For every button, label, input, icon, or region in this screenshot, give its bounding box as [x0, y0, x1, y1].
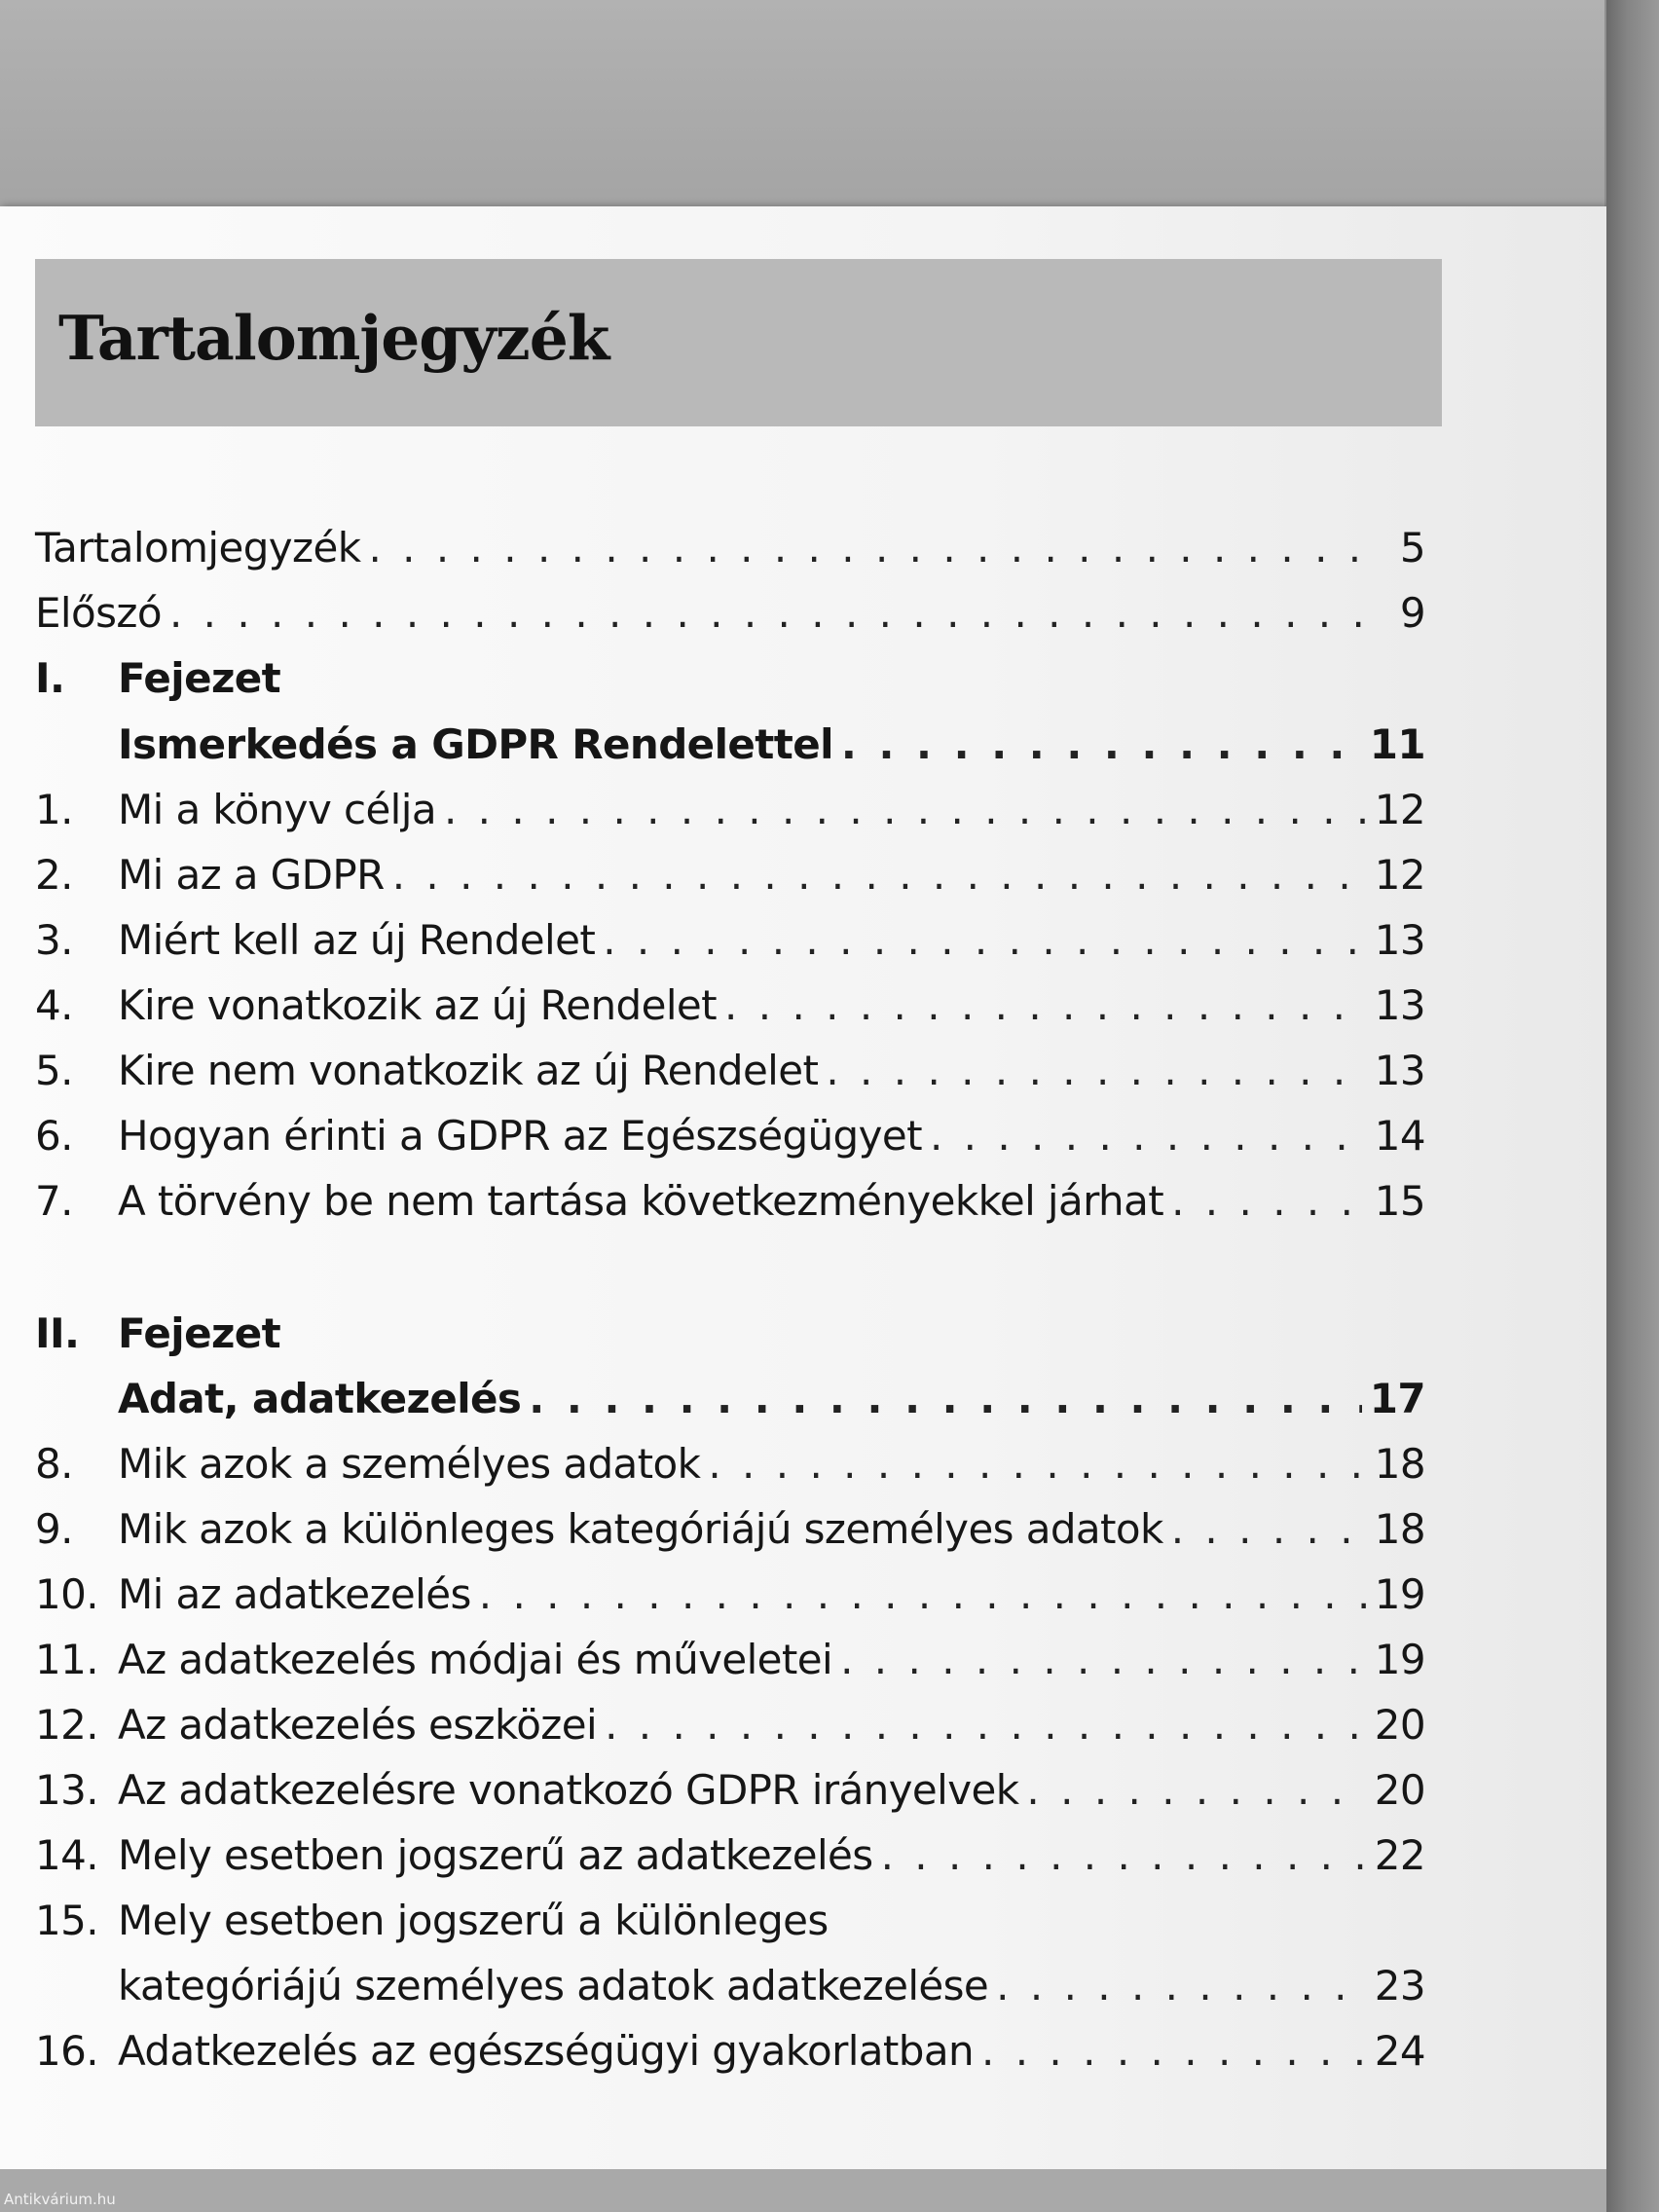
toc-entry-text: Az adatkezelés eszközei	[118, 1701, 598, 1749]
page-title: Tartalomjegyzék	[58, 302, 609, 374]
toc-entry	[35, 846, 1425, 904]
chapter-heading	[35, 1305, 1425, 1363]
toc-entry-text: Mik azok a személyes adatok	[118, 1440, 701, 1488]
leader-dots	[708, 1435, 1366, 1493]
toc-entry-number: 5.	[35, 1047, 73, 1094]
toc-entry-text: Mely esetben jogszerű az adatkezelés	[118, 1831, 873, 1879]
chapter-heading	[35, 649, 1425, 708]
leader-dots	[841, 716, 1362, 774]
toc-entry-page: 18	[1374, 1505, 1425, 1553]
toc-entry-text: kategóriájú személyes adatok adatkezelése	[118, 1962, 989, 2009]
toc-entry-number: 2.	[35, 851, 73, 899]
leader-dots	[930, 1107, 1367, 1165]
toc-entry-number: 13.	[35, 1766, 98, 1814]
toc-entry	[35, 584, 1425, 643]
toc-entry	[35, 1500, 1425, 1559]
toc-entry-page: 15	[1374, 1177, 1425, 1225]
toc-entry-number: 9.	[35, 1505, 73, 1553]
toc-entry-text: Ismerkedés a GDPR Rendelettel	[118, 720, 833, 768]
leader-dots	[479, 1566, 1367, 1624]
toc-entry-page: 17	[1369, 1375, 1425, 1422]
toc-entry-chapter-title	[35, 716, 1425, 774]
leader-dots	[826, 1042, 1366, 1100]
leader-dots	[724, 977, 1367, 1035]
toc-entry	[35, 1042, 1425, 1100]
toc-entry-number: 1.	[35, 786, 73, 833]
toc-entry-text: Adat, adatkezelés	[118, 1375, 522, 1422]
leader-dots	[1171, 1500, 1367, 1559]
leader-dots	[840, 1631, 1367, 1689]
chapter-label: Fejezet	[118, 1309, 281, 1357]
top-background-band	[0, 0, 1604, 209]
toc-entry-text: Mi az a GDPR	[118, 851, 385, 899]
toc-entry	[35, 1696, 1425, 1754]
toc-entry-page: 20	[1374, 1701, 1425, 1749]
toc-entry-text: A törvény be nem tartása következményekkel járhat	[118, 1177, 1164, 1225]
toc-entry-page: 12	[1374, 786, 1425, 833]
toc-entry	[35, 781, 1425, 839]
toc-entry-number: 11.	[35, 1636, 98, 1683]
toc-entry-number: 14.	[35, 1831, 98, 1879]
toc-entry	[35, 977, 1425, 1035]
toc-entry-page: 18	[1374, 1440, 1425, 1488]
toc-entry-number: 12.	[35, 1701, 98, 1749]
toc-entry-page: 13	[1374, 1047, 1425, 1094]
toc-entry-text: Mi az adatkezelés	[118, 1570, 471, 1618]
toc-entry	[35, 1107, 1425, 1165]
chapter-label: Fejezet	[118, 654, 281, 702]
toc-entry-text: Miért kell az új Rendelet	[118, 916, 596, 964]
leader-dots	[169, 584, 1369, 643]
leader-dots	[368, 519, 1369, 577]
toc-entry-continuation	[35, 1957, 1425, 2015]
toc-entry-page: 22	[1374, 1831, 1425, 1879]
toc-entry-page: 13	[1374, 916, 1425, 964]
toc-entry-page: 12	[1374, 851, 1425, 899]
toc-entry-number: 7.	[35, 1177, 73, 1225]
leader-dots	[1026, 1761, 1366, 1820]
chapter-number: II.	[35, 1309, 80, 1357]
toc-entry-page: 24	[1374, 2027, 1425, 2075]
toc-entry-number: 16.	[35, 2027, 98, 2075]
toc-entry	[35, 911, 1425, 970]
toc-entry	[35, 1761, 1425, 1820]
toc-entry	[35, 1826, 1425, 1885]
toc-entry-number: 6.	[35, 1112, 73, 1160]
toc-entry-page: 20	[1374, 1766, 1425, 1814]
toc-entry-text: Adatkezelés az egészségügyi gyakorlatban	[118, 2027, 975, 2075]
toc-entry-page: 23	[1374, 1962, 1425, 2009]
toc-entry	[35, 1631, 1425, 1689]
leader-dots	[392, 846, 1367, 904]
toc-entry	[35, 1435, 1425, 1493]
watermark: Antikvárium.hu	[4, 2191, 116, 2208]
toc-entry-chapter-title	[35, 1370, 1425, 1428]
toc-entry-text: Mik azok a különleges kategóriájú személyes adatok	[118, 1505, 1163, 1553]
toc-entry	[35, 2022, 1425, 2081]
leader-dots	[605, 1696, 1367, 1754]
toc-entry	[35, 1566, 1425, 1624]
leader-dots	[529, 1370, 1361, 1428]
toc-entry-page: 19	[1374, 1636, 1425, 1683]
toc-entry	[35, 519, 1425, 577]
leader-dots	[996, 1957, 1367, 2015]
toc-entry-page: 19	[1374, 1570, 1425, 1618]
toc-entry-text: Kire vonatkozik az új Rendelet	[118, 981, 718, 1029]
toc-entry-text: Kire nem vonatkozik az új Rendelet	[118, 1047, 819, 1094]
chapter-number: I.	[35, 654, 65, 702]
toc-entry-number: 15.	[35, 1897, 98, 1944]
leader-dots	[981, 2022, 1367, 2081]
toc-entry-number: 3.	[35, 916, 73, 964]
toc-entry-text: Mely esetben jogszerű a különleges	[118, 1897, 829, 1944]
toc-entry-text: Mi a könyv célja	[118, 786, 436, 833]
toc-entry-text: Az adatkezelésre vonatkozó GDPR irányelvek	[118, 1766, 1019, 1814]
toc-entry-text: Előszó	[35, 589, 162, 637]
page-right-edge	[1606, 0, 1659, 2212]
leader-dots	[1171, 1172, 1367, 1231]
toc-entry-page: 14	[1374, 1112, 1425, 1160]
toc-entry-text: Az adatkezelés módjai és műveletei	[118, 1636, 833, 1683]
leader-dots	[881, 1826, 1367, 1885]
bottom-background-band	[0, 2169, 1606, 2212]
toc-entry-page: 9	[1399, 589, 1425, 637]
toc-entry-page: 11	[1369, 720, 1425, 768]
toc-entry-page: 5	[1399, 524, 1425, 571]
toc-entry-number: 8.	[35, 1440, 73, 1488]
toc-entry	[35, 1172, 1425, 1231]
leader-dots	[444, 781, 1367, 839]
toc-entry	[35, 1892, 1425, 1950]
toc-entry-text: Hogyan érinti a GDPR az Egészségügyet	[118, 1112, 922, 1160]
toc-entry-page: 13	[1374, 981, 1425, 1029]
toc-entry-number: 4.	[35, 981, 73, 1029]
leader-dots	[603, 911, 1367, 970]
toc-entry-number: 10.	[35, 1570, 98, 1618]
toc-entry-text: Tartalomjegyzék	[35, 524, 361, 571]
